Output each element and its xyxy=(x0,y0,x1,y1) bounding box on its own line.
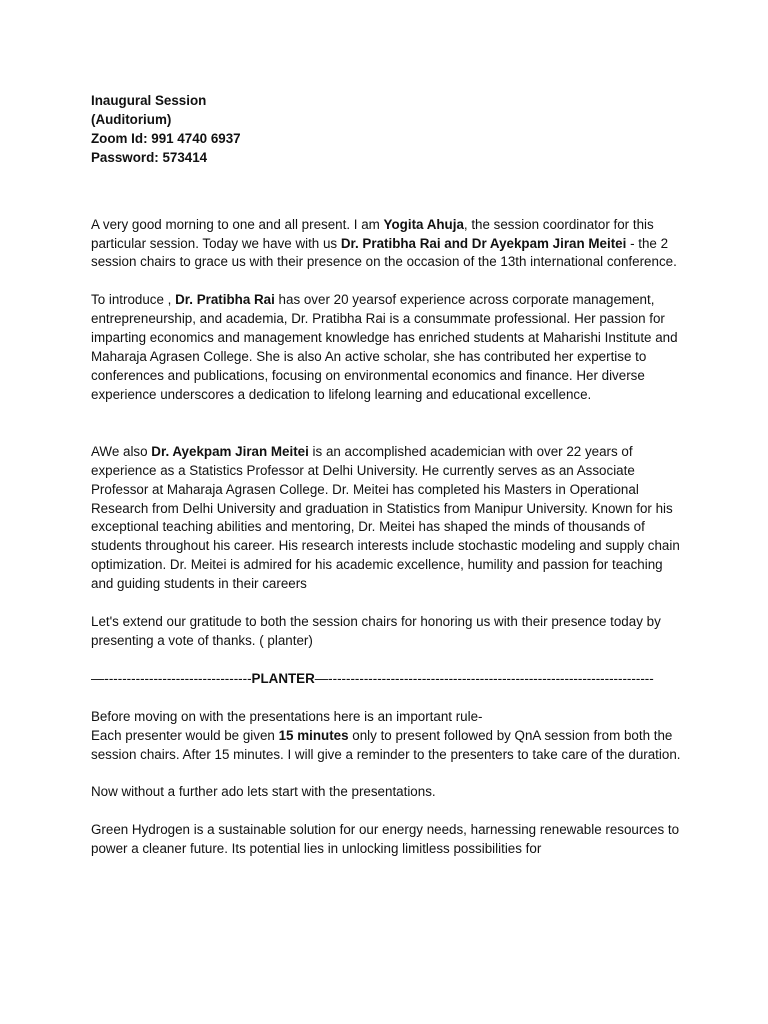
welcome-paragraph xyxy=(91,216,681,273)
zoom-id: Zoom Id: 991 4740 6937 xyxy=(91,130,241,146)
welcome-text-2: , the session coordinator for this particular session. Today we have with us xyxy=(91,216,654,251)
meitei-name: Dr. Ayekpam Jiran Meitei xyxy=(151,443,309,459)
intro-meitei-text-1: AWe also xyxy=(91,443,152,459)
welcome-text-1: A very good morning to one and all present. I am xyxy=(91,216,384,232)
rai-name: Dr. Pratibha Rai xyxy=(175,292,275,308)
session-venue: (Auditorium) xyxy=(91,111,172,127)
rule-text-1: Each presenter would be given xyxy=(91,727,279,743)
zoom-password: Password: 573414 xyxy=(91,149,208,165)
gratitude-paragraph: Let's extend our gratitude to both the session chairs for honoring us with their presence today by presenting a vote of thanks. ( planter) xyxy=(91,614,661,648)
intro-meitei-text-2: is an accomplished academician with over 22 years of experience as a Statistics Professor at Delhi University. He currently serves as an Associate Professor at Maharaja Agrasen College. Dr. Meitei has completed his Masters in Operational Research from Delhi University and graduation in Statistics from Manipur University. Known for his exceptional teaching abilities and mentoring, Dr. Meitei has shaped the minds of thousands of students throughout his career. His research interests include stochastic modeling and supply chain optimization. Dr. Meitei is admired for his academic excellence, humility and passion for teaching and guiding students in their careers xyxy=(91,443,680,592)
start-paragraph: Now without a further ado lets start with the presentations. xyxy=(91,784,436,800)
rule-intro: Before moving on with the presentations here is an important rule- xyxy=(91,708,483,724)
planter-divider xyxy=(91,670,681,689)
hydrogen-paragraph: Green Hydrogen is a sustainable solution for our energy needs, harnessing renewable resources to power a cleaner future. Its potential lies in unlocking limitless possibilities for xyxy=(91,822,680,857)
intro-meitei-paragraph xyxy=(91,443,681,594)
session-chairs-names: Dr. Pratibha Rai and Dr Ayekpam Jiran Meitei xyxy=(340,235,627,251)
session-header xyxy=(91,92,681,168)
divider-label: PLANTER xyxy=(251,670,315,686)
intro-rai-text-1: To introduce , xyxy=(91,292,176,308)
rule-paragraph xyxy=(91,727,681,765)
rule-text-2: only to present followed by QnA session from both the session chairs. After 15 minutes. I will give a reminder to the presenters to take care of the duration. xyxy=(91,727,681,762)
divider-left: —--------------------------------- xyxy=(91,670,252,686)
intro-rai-text-2: has over 20 yearsof experience across corporate management, entrepreneurship, and academia, Dr. Pratibha Rai is a consummate professional. Her passion for imparting economics and management knowledge has enriched students at Maharishi Institute and Maharaja Agrasen College. She is also An active scholar, she has contributed her expertise to conferences and publications, focusing on environmental economics and finance. Her diverse experience underscores a dedication to lifelong learning and educational excellence. xyxy=(91,292,678,402)
welcome-text-3: - the 2 session chairs to grace us with their presence on the occasion of the 13th international conference. xyxy=(91,235,677,270)
coordinator-name: Yogita Ahuja xyxy=(383,216,464,232)
time-limit: 15 minutes xyxy=(278,727,349,743)
document-page xyxy=(91,92,681,859)
divider-right: —------------------------------------------------------------------------- xyxy=(314,670,654,686)
intro-rai-paragraph xyxy=(91,291,681,404)
session-title: Inaugural Session xyxy=(91,93,207,108)
